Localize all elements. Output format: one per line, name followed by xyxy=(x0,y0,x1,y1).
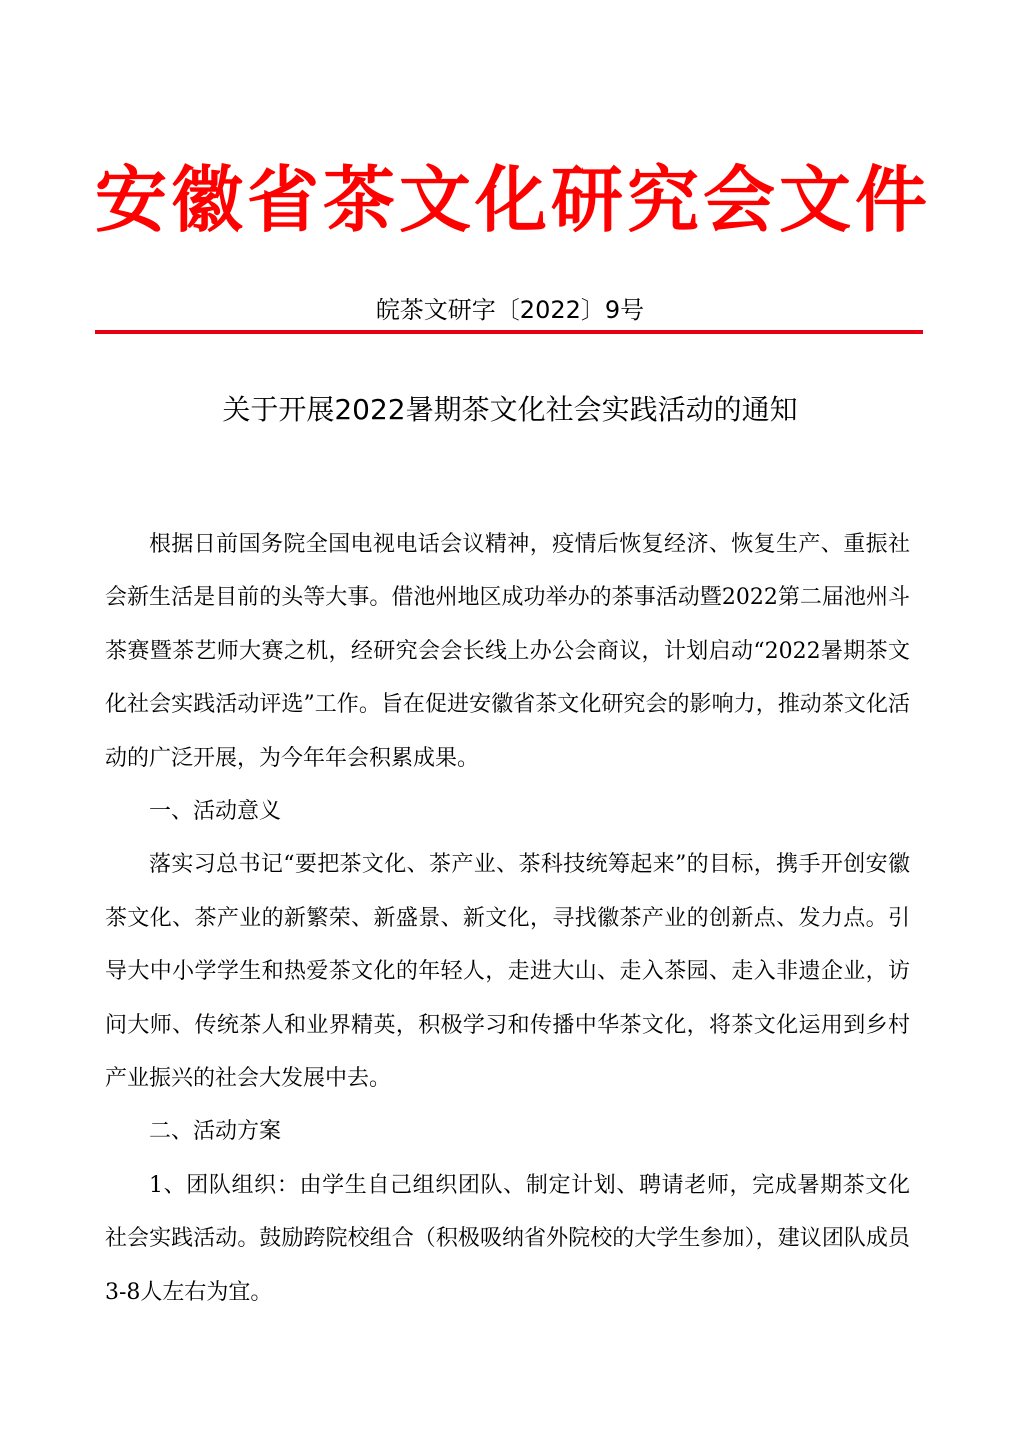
document-title: 关于开展2022暑期茶文化社会实践活动的通知 xyxy=(222,393,798,426)
red-divider-line xyxy=(95,330,923,334)
document-body xyxy=(105,518,910,1319)
paragraph-significance: 落实习总书记“要把茶文化、茶产业、茶科技统筹起来”的目标，携手开创安徽茶文化、茶产业的新繁荣、新盛景、新文化，寻找徽茶产业的创新点、发力点。引导大中小学学生和热爱茶文化的年轻人，走进大山、走入茶园、走入非遗企业，访问大师、传统茶人和业界精英，积极学习和传播中华茶文化，将茶文化运用到乡村产业振兴的社会大发展中去。 xyxy=(105,852,910,1092)
document-header-title: 安徽省茶文化研究会文件 xyxy=(95,158,932,242)
document-number: 皖茶文研字〔2022〕9号 xyxy=(375,296,645,324)
section-heading-significance: 一、活动意义 xyxy=(149,799,282,825)
paragraph-intro: 根据日前国务院全国电视电话会议精神，疫情后恢复经济、恢复生产、重振社会新生活是目前的头等大事。借池州地区成功举办的茶事活动暨2022第二届池州斗茶赛暨茶艺师大赛之机，经研究会会长线上办公会商议，计划启动“2022暑期茶文化社会实践活动评选”工作。旨在促进安徽省茶文化研究会的影响力，推动茶文化活动的广泛开展，为今年年会积累成果。 xyxy=(105,532,910,771)
section-heading-plan: 二、活动方案 xyxy=(149,1119,282,1145)
paragraph-team-organization: 1、团队组织：由学生自己组织团队、制定计划、聘请老师，完成暑期茶文化社会实践活动。鼓励跨院校组合（积极吸纳省外院校的大学生参加），建议团队成员3-8人左右为宜。 xyxy=(105,1172,910,1305)
